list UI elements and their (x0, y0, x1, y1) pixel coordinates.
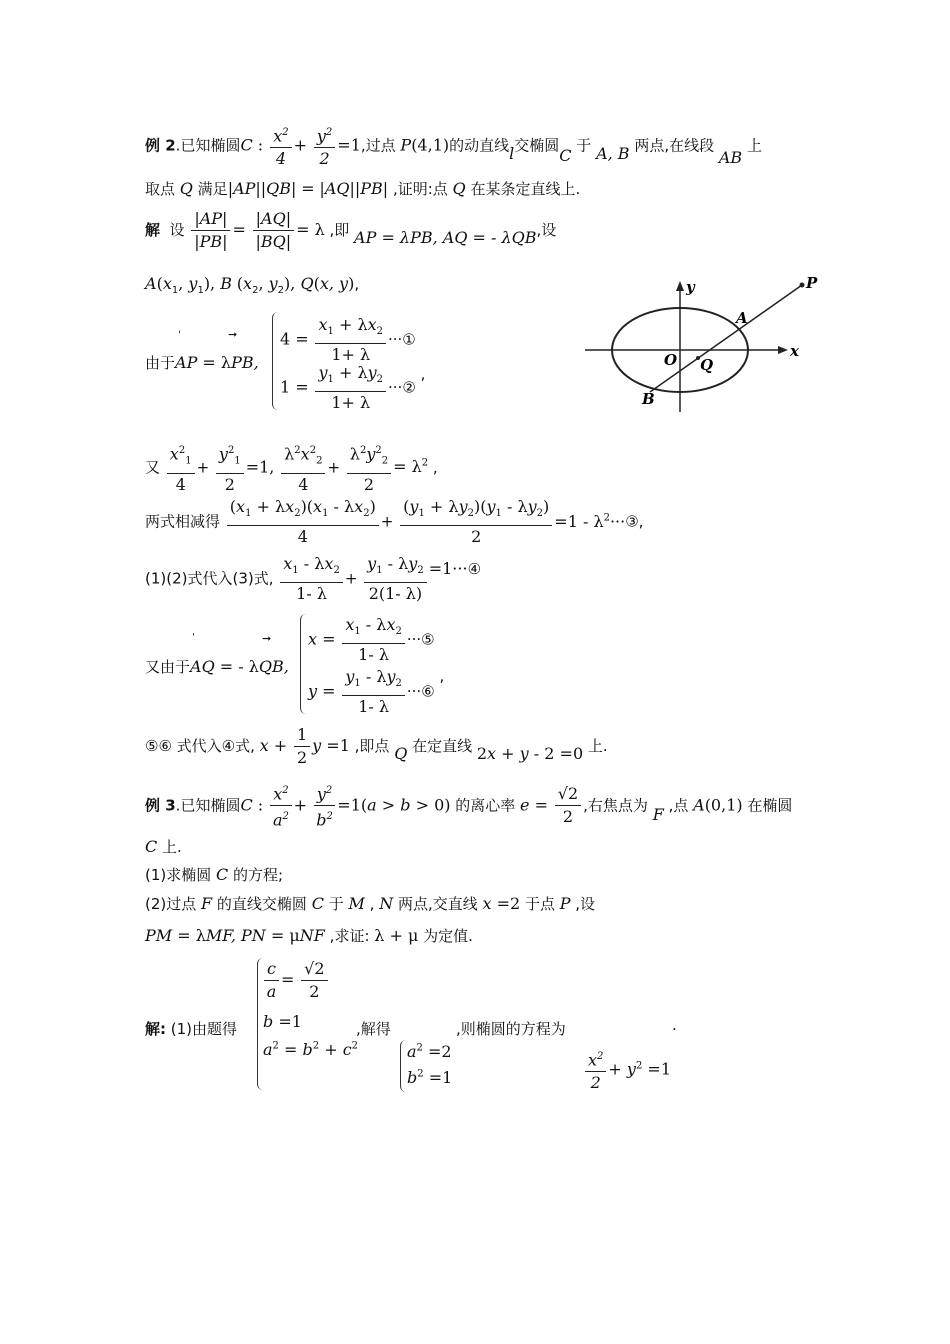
label-x: x (790, 342, 799, 360)
ex2-system2-eq1: x = $\frac{x_1 - \lambda x_2}{1- \lambda}$ ···⑤ (308, 615, 435, 665)
ex3-solution-line (145, 1018, 237, 1039)
ex3-result-eq2: $b^2 =1$ (407, 1068, 453, 1087)
ex3-result-brace (400, 1040, 406, 1092)
ex3-then-label: ,则椭圆的方程为 (456, 1020, 566, 1038)
ex2-also-label: 又由于 (145, 658, 191, 676)
ex3-solve-label: ,解得 (356, 1020, 391, 1038)
ellipse-figure (580, 272, 820, 422)
ex3-system-eq3: $a^2 = b^2 + c^2$ (263, 1040, 359, 1059)
ex3-final-equation: $\frac{x^2}{2}$ + $y^2 =1$ (583, 1046, 671, 1094)
ex2-heading: 例 2 (145, 136, 176, 155)
ex2-line2: 取点 Q 满足|AP||QB| = |AQ||PB| ,证明:点 Q 在某条定直线上. (145, 179, 581, 198)
line-through-p (650, 285, 802, 392)
ex3-system-eq2: b =1 (263, 1012, 302, 1031)
ex2-line1: 例 2.已知椭圆C : $\frac{x^2}{4}$ + $\frac{y^2}{2}$ =1,过点 P(4,1)的动直线l交椭圆C 于 A, B 两点,在线段 AB 上 (145, 122, 762, 170)
vector-arrow-qb: ➞ (262, 632, 272, 645)
vector-arrow-ap: ' (178, 330, 181, 341)
ex3-end-period: . (672, 1016, 677, 1034)
ex2-solution-line5: 两式相减得 $\frac{(x_1 + \lambda x_2)(x_1 - \lambda x_2)}{4}$ + $\frac{(y_1 + \lambda y_2)(y_1 - \lambda y_2)}{2}$ $=1 - \lambda^2\cdot\cdot\cdot ③$, (145, 497, 644, 547)
label-q: Q (700, 356, 714, 374)
label-b: B (642, 390, 655, 408)
label-p: P (806, 274, 818, 292)
label-y: y (686, 278, 695, 296)
ex2-system-brace-2 (300, 614, 307, 714)
ex2-system1-eq2: 1 = $\frac{y_1 + \lambda y_2}{1+ \lambda}$ ···② , (280, 363, 426, 413)
ex2-system-brace-1 (272, 312, 279, 410)
ex3-solution-heading: 解: (145, 1020, 166, 1038)
label-a: A (736, 309, 748, 327)
label-o: O (664, 351, 678, 369)
ex3-solution-prefix: (1)由题得 (170, 1020, 238, 1038)
ex3-question3: PM = λMF, PN = μNF ,求证: λ + μ 为定值. (145, 926, 473, 945)
ex2-solution-line7: 又由于AQ = - λQB, (145, 657, 289, 676)
ex2-solution-line6: (1)(2)式代入(3)式, $\frac{x_1 - \lambda x_2}{1- \lambda}$ + $\frac{y_1 - \lambda y_2}{2(1- \lambda)}$ =1···④ (145, 554, 482, 604)
ex3-result-eq1: $a^2 =2$ (407, 1042, 452, 1061)
ex2-solution-line8: ⑤⑥ 式代入④式, x + $\frac{1}{2}$ y =1 ,即点 Q 在定直线 2x + y - 2 =0 上. (145, 725, 608, 767)
ex2-system2-eq2: y = $\frac{y_1 - \lambda y_2}{1- \lambda}$ ···⑥ , (308, 666, 445, 717)
ex3-line2: C 上. (145, 837, 182, 856)
ex2-solution-heading: 解 (145, 221, 161, 239)
vector-arrow-aq: ' (192, 632, 195, 643)
ex3-question2: (2)过点 F 的直线交椭圆 C 于 M , N 两点,交直线 x =2 于点 P ,设 (145, 894, 596, 913)
ex2-solution-line4: 又 $\frac{x^2_1}{4}$ + $\frac{y^2_1}{2}$ =1, $\frac{\lambda^2x^2_2}{4}$ + $\frac{\lambda^2y^2_2}{2}$ = $\lambda^2$ , (145, 440, 438, 496)
vector-arrow-pb: ➞ (228, 328, 238, 341)
ex3-question1: (1)求椭圆 C 的方程; (145, 865, 284, 884)
ex2-solution-line3: 由于AP = λPB, (145, 353, 259, 372)
ex3-system-eq1: $\frac{c}{a}$ = $\frac{√2}{2}$ (262, 958, 330, 1003)
ex3-line1: 例 3.已知椭圆C : $\frac{x^2}{a^2}$ + $\frac{y^2}{b^2}$ =1(a > b > 0) 的离心率 e = $\frac{√2}{2}$ ,右焦点为 F ,点 A(0,1) 在椭圆 (145, 780, 792, 832)
ex2-solution-line2: $A(x_1$, $y_1$), B ($x_2$, $y_2$), Q(x, y), (145, 274, 360, 296)
ex2-system1-eq1: 4 = $\frac{x_1 + \lambda x_2}{1+ \lambda}$ ···① (280, 315, 416, 365)
ex2-since-label: 由于 (145, 354, 176, 372)
ex2-solution-line1: 解 设 $\frac{|AP|}{|PB|}$ = $\frac{|AQ|}{|BQ|}$ = λ ,即 AP = λPB, AQ = - λQB,设 (145, 209, 557, 251)
ex3-heading: 例 3 (145, 796, 176, 815)
